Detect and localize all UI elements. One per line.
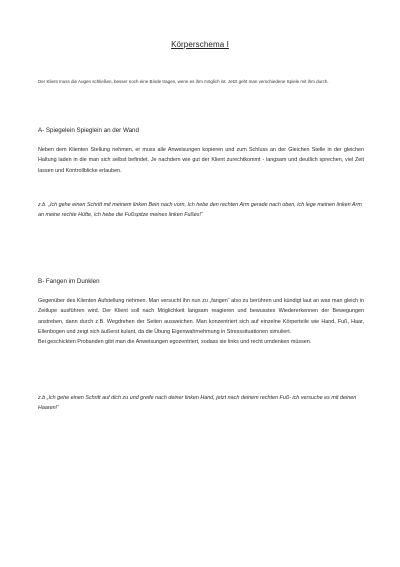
section-a-body [38, 145, 364, 176]
section-b-paragraph-2: Bei geschickten Probanden gibt man die Anweisungen egozentriert, sodass sie links und recht umdenken müssen. [38, 339, 312, 346]
section-a-heading: A- Spiegelein Spieglein an der Wand [38, 127, 139, 134]
intro-text: Der Klient muss die Augen schließen, besser noch eine Binde tragen, wenn es ihm möglich ist. Jetzt geht man verschiedene Spiele mit ihm durch. [38, 79, 329, 84]
section-a-paragraph: Neben dem Klienten Stellung nehmen, er muss alle Anweisungen kopieren und zum Schluss an der Gleichen Stelle in der gleichen Haltung laden in die man sich selbst befindet. Je nachdem wie gut der Klient zurechtkommt - langsam und deutlich sprechen, viel Zeit lassen und Kontrollblicke erlauben. [38, 147, 364, 174]
section-b-body [38, 296, 364, 347]
section-b-heading: B- Fangen im Dunklen [38, 278, 100, 285]
section-b-example: z.b „Ich gehe einen Schritt auf dich zu und greife nach deiner linken Hand, jetzt nach deinem rechten Fuß- ich versuche es mit deinen Haaren!“ [38, 395, 357, 412]
page-title: Körperschema I [171, 40, 229, 49]
section-b-paragraph: Gegenüber des Klienten Aufstellung nehmen. Man versucht ihn nun zu „fangen“ also zu berühren und kündigt laut an was man gleich in Zeitlupe ausführen wird. Der Klient soll nach Möglichkeit langsam reagieren und bewusstes Wiedererkennen der Bewegungen anstreben, dann durch z.B. Wegdrehen der Seiten ausweichen. Man konzentriert sich auf einzelne Körperteile wie Hand, Fuß, Haar, Ellenbogen und zeigt sich äußerst kulant, da die Übung Eigenwahrnehmung in Stresssituationen simuliert. [38, 298, 364, 335]
section-a-example: z.b. „Ich gehe einen Schritt mit meinem linken Bein nach vorn, Ich hebe den rechten Arm gerade nach oben, ich lege meinen linken Arm an meine rechte Hüfte, ich hebe die Fußspitze meines linken Fußes!“ [38, 202, 362, 219]
